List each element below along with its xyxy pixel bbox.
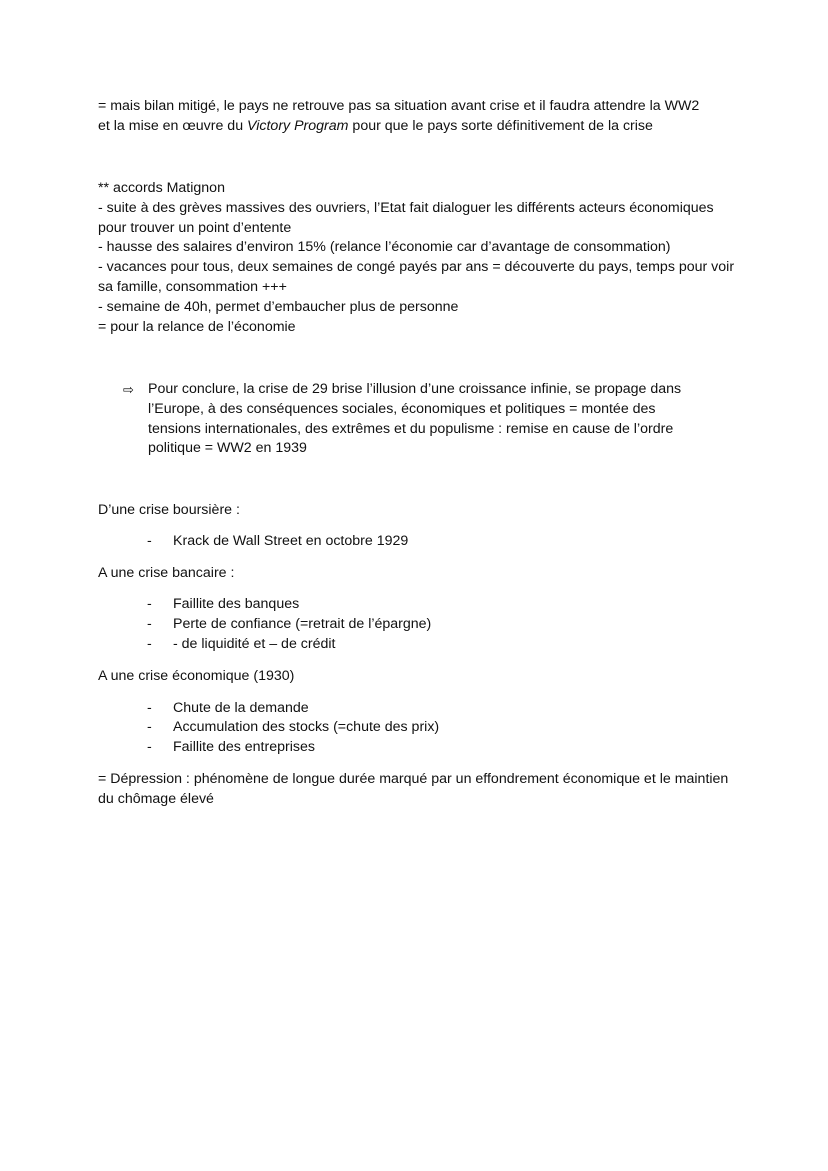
bullet-list <box>98 595 738 654</box>
list-item <box>98 615 738 635</box>
matignon-line: - hausse des salaires d’environ 15% (relance l’économie car d’avantage de consommation) <box>98 239 671 256</box>
list-item <box>98 699 738 719</box>
conclusion-block <box>123 380 703 459</box>
list-item-text: - de liquidité et – de crédit <box>173 635 336 652</box>
section-heading: D’une crise boursière : <box>98 502 240 518</box>
matignon-line: - vacances pour tous, deux semaines de congé payés par ans = découverte du pays, temps pour voir sa famille, consommation +++ <box>98 259 735 295</box>
arrow-right-icon: ⇨ <box>123 382 134 397</box>
bullet-dash: - <box>147 532 152 549</box>
depression-definition: = Dépression : phénomène de longue durée marqué par un effondrement économique et le maintien du chômage élevé <box>98 770 729 807</box>
bullet-list <box>98 699 738 758</box>
bullet-dash: - <box>147 635 152 652</box>
matignon-title: ** accords Matignon <box>98 180 225 196</box>
matignon-line: - semaine de 40h, permet d’embaucher plus de personne <box>98 298 459 315</box>
section-heading: A une crise économique (1930) <box>98 667 295 684</box>
bullet-dash: - <box>147 719 152 736</box>
intro-line-2 <box>98 117 738 137</box>
list-item <box>98 718 738 738</box>
matignon-section <box>98 179 738 337</box>
bullet-dash: - <box>147 699 152 716</box>
conclusion-text: Pour conclure, la crise de 29 brise l’illusion d’une croissance infinie, se propage dans l’Europe, à des conséquences sociales, économiques et politiques = montée des tensions internationales, des extrêmes et du populisme : remise en cause de l’ordre politique = WW2 en 1939 <box>148 381 682 457</box>
matignon-line: - suite à des grèves massives des ouvriers, l’Etat fait dialoguer les différents acteurs économiques pour trouver un point d’entente <box>98 199 714 236</box>
list-item <box>98 738 738 758</box>
list-item-text: Krack de Wall Street en octobre 1929 <box>173 532 409 549</box>
intro-text-after: pour que le pays sorte définitivement de la crise <box>348 117 653 134</box>
list-item-text: Accumulation des stocks (=chute des prix) <box>173 719 440 736</box>
intro-text-before: et la mise en œuvre du <box>98 117 248 134</box>
list-item-text: Faillite des banques <box>173 596 300 613</box>
crisis-outline <box>98 501 738 810</box>
intro-paragraph <box>98 97 738 137</box>
matignon-line: = pour la relance de l’économie <box>98 318 296 335</box>
list-item <box>98 532 738 552</box>
list-item-text: Chute de la demande <box>173 699 309 716</box>
list-item-text: Faillite des entreprises <box>173 739 315 756</box>
bullet-dash: - <box>147 596 152 613</box>
list-item <box>98 595 738 615</box>
bullet-list <box>98 532 738 552</box>
list-item-text: Perte de confiance (=retrait de l’épargne) <box>173 616 432 633</box>
list-item <box>98 635 738 655</box>
victory-program-term: Victory Program <box>247 117 349 134</box>
intro-line-1: = mais bilan mitigé, le pays ne retrouve pas sa situation avant crise et il faudra attendre la WW2 <box>98 98 700 114</box>
section-heading: A une crise bancaire : <box>98 564 235 581</box>
bullet-dash: - <box>147 616 152 633</box>
bullet-dash: - <box>147 739 152 756</box>
